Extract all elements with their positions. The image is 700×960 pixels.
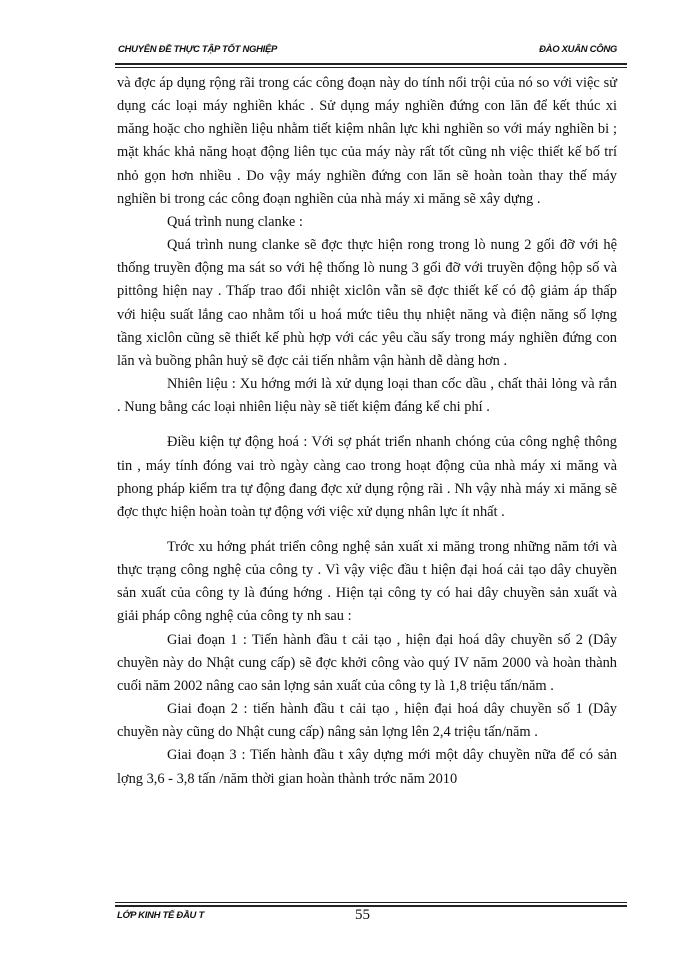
header-author: ĐÀO XUÂN CÔNG (539, 44, 617, 55)
paragraph-intro: và đợc áp dụng rộng rãi trong các công đoạn này do tính nổi trội của nó so với việc sử dụng các loại máy nghiền khác . Sử dụng máy nghiền đứng con lăn để kết thúc xi măng hoặc cho nghiền liệu nhằm tiết kiệm nhân lực khi nghiền so với máy nghiền bi ; mặt khác khả năng hoạt động liên tục của máy này rất tốt cũng nh việc thiết kế bố trí nhỏ gọn hơn nhiều . Do vậy máy nghiền đứng con lăn sẽ hoàn toàn thay thế máy nghiền bi trong các công đoạn nghiền của nhà máy xi măng sẽ xây dựng . (117, 75, 617, 207)
paragraph-phase-2: Giai đoạn 2 : tiến hành đầu t cải tạo , hiện đại hoá dây chuyền số 1 (Dây chuyền này cũng do Nhật cung cấp) nâng sản lợng lên 2,4 triệu tấn/năm . (117, 701, 617, 741)
paragraph-clinker: Quá trình nung clanke sẽ đợc thực hiện rong trong lò nung 2 gối đỡ với hệ thống truyền động ma sát so với hệ thống lò nung 3 gối đỡ với truyền động hộp số và pittông hiện nay . Thấp trao đổi nhiệt xiclôn vẫn sẽ đợc thiết kế có độ giảm áp thấp với hiệu suất lắng cao nhằm tối u hoá mức tiêu thụ nhiệt năng và điện năng số lợng tầng xiclôn cũng sẽ thiết kế phù hợp với các yêu cầu sấy trong máy nghiền đứng con lăn và buồng phân huỷ sẽ đợc cải tiến nhằm vận hành dễ dàng hơn . (117, 237, 617, 369)
page-number: 55 (355, 907, 370, 923)
paragraph-automation: Điều kiện tự động hoá : Với sợ phát triển nhanh chóng của công nghệ thông tin , máy tính đóng vai trò ngày càng cao trong hoạt động của nhà máy xi măng và phong pháp kiểm tra tự động đang đợc xử dụng rộng rãi . Nh vậy nhà máy xi măng sẽ đợc thực hiện hoàn toàn tự động với việc xử dụng nhân lực ít nhất . (117, 434, 617, 520)
footer-class-label: LỚP KINH TẾ ĐẦU T (117, 910, 204, 921)
paragraph-fuel: Nhiên liệu : Xu hớng mới là xử dụng loại than cốc dầu , chất thải lỏng và rắn . Nung bằng các loại nhiên liệu này sẽ tiết kiệm đáng kể chi phí . (117, 376, 617, 416)
page-header (115, 42, 627, 60)
paragraph-trend: Trớc xu hớng phát triển công nghệ sản xuất xi măng trong những năm tới và thực trạng công nghệ của công ty . Vì vậy việc đầu t hiện đại hoá cải tạo dây chuyền sản xuất của công ty là đúng hớng . Hiện tại công ty có hai dây chuyền sản xuất và giải pháp công nghệ của công ty nh sau : (117, 538, 617, 625)
paragraph-phase-1: Giai đoạn 1 : Tiến hành đầu t cải tạo , hiện đại hoá dây chuyền số 2 (Dây chuyền này do Nhật cung cấp) sẽ đợc khởi công vào quý IV năm 2000 và hoàn thành cuối năm 2002 nâng cao sản lợng sản xuất của công ty là 1,8 triệu tấn/năm . (117, 631, 617, 694)
paragraph-phase-3: Giai đoạn 3 : Tiến hành đầu t xây dựng mới một dây chuyền nữa để có sản lợng 3,6 - 3,8 tấn /năm thời gian hoàn thành trớc năm 2010 (117, 747, 617, 787)
paragraph-heading-clinker: Quá trình nung clanke : (167, 213, 303, 230)
footer-rule-thin (115, 902, 627, 903)
body-text (117, 72, 617, 791)
header-left-title: CHUYÊN ĐỀ THỰC TẬP TỐT NGHIỆP (118, 44, 278, 55)
header-rule-thin (115, 67, 627, 68)
footer-rule-thick (115, 905, 627, 907)
header-rule-thick (115, 63, 627, 65)
